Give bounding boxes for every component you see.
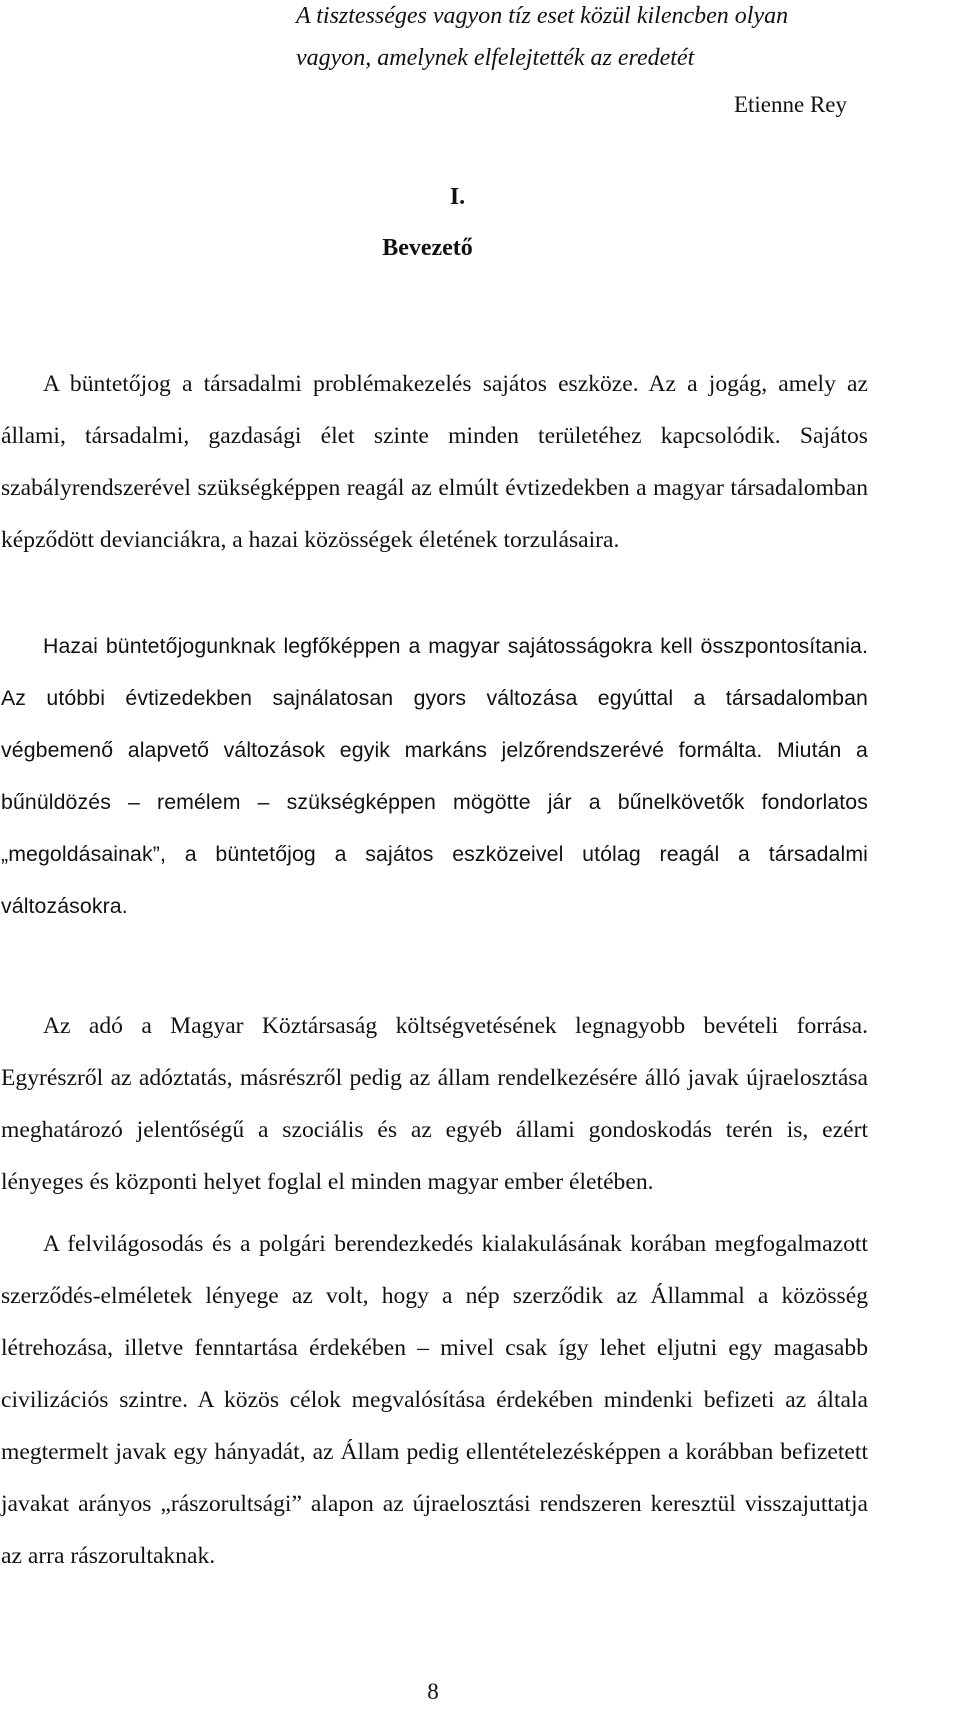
paragraph-3: Az adó a Magyar Köztársaság költségvetésének legnagyobb bevételi forrása. Egyrészről az adóztatás, másrészről pedig az állam rendelkezésére álló javak újraelosztása meghatározó jelentőségű a szociális és az egyéb állami gondoskodás terén is, ezért lényeges és központi helyet foglal el minden magyar ember életében. — [1, 1013, 868, 1195]
motto-author: Etienne Rey — [733, 92, 847, 117]
chapter-title: Bevezető — [382, 235, 473, 261]
paragraph-2: Hazai büntetőjogunknak legfőképpen a magyar sajátosságokra kell összpontosítania. Az utóbbi évtizedekben sajnálatosan gyors változása egyúttal a társadalomban végbemenő alapvető változások egyik markáns jelzőrendszerévé formálta. Miután a bűnüldözés – remélem – szükségképpen mögötte jár a bűnelkövetők fondorlatos „megoldásainak”, a büntetőjog a sajátos eszközeivel utólag reagál a társadalmi változásokra. — [1, 634, 868, 918]
page-number: 8 — [427, 1679, 439, 1704]
paragraph-1: A büntetőjog a társadalmi problémakezelés sajátos eszköze. Az a jogág, amely az állami, társadalmi, gazdasági élet szinte minden területéhez kapcsolódik. Sajátos szabályrendszerével szükségképpen reagál az elmúlt évtizedekben a magyar társadalomban képződött devianciákra, a hazai közösségek életének torzulásaira. — [1, 371, 868, 553]
motto-line-2: vagyon, amelynek elfelejtették az eredetét — [296, 45, 695, 71]
motto-line-1: A tisztességes vagyon tíz eset közül kilencben olyan — [296, 3, 789, 29]
chapter-number: I. — [449, 184, 466, 210]
paragraph-4: A felvilágosodás és a polgári berendezkedés kialakulásának korában megfogalmazott szerződés-elméletek lényege az volt, hogy a nép szerződik az Állammal a közösség létrehozása, illetve fenntartása érdekében – mivel csak így lehet eljutni egy magasabb civilizációs szintre. A közös célok megvalósítása érdekében mindenki befizeti az általa megtermelt javak egy hányadát, az Állam pedig ellentételezésképpen a korábban befizetett javakat arányos „rászorultsági” alapon az újraelosztási rendszeren keresztül visszajuttatja az arra rászorultaknak. — [1, 1231, 868, 1569]
